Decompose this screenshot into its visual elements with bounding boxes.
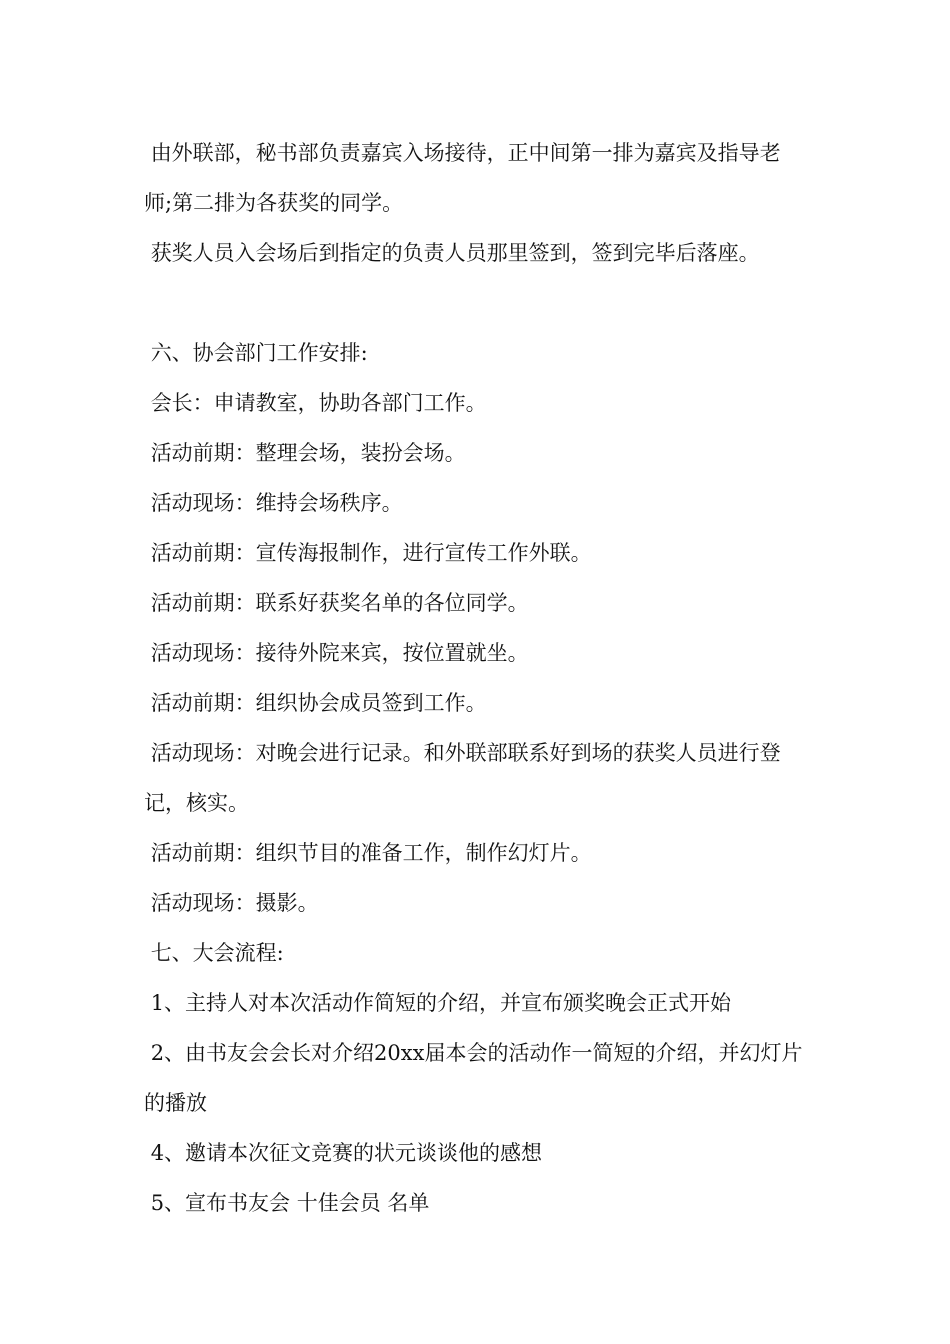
document-body xyxy=(144,128,808,1228)
list-item: 活动前期：宣传海报制作，进行宣传工作外联。 xyxy=(144,541,592,565)
process-step: 4、邀请本次征文竞赛的状元谈谈他的感想 xyxy=(144,1141,543,1165)
list-item: 活动现场：摄影。 xyxy=(144,891,319,915)
process-step: 5、宣布书友会 十佳会员 名单 xyxy=(144,1191,430,1215)
paragraph-sign-in: 获奖人员入会场后到指定的负责人员那里签到，签到完毕后落座。 xyxy=(144,241,760,265)
list-item: 活动现场：接待外院来宾，按位置就坐。 xyxy=(144,641,529,665)
list-item: 活动前期：组织节目的准备工作，制作幻灯片。 xyxy=(144,841,592,865)
list-item: 会长：申请教室，协助各部门工作。 xyxy=(144,391,487,415)
section-heading-department-arrangement: 六、协会部门工作安排: xyxy=(144,341,368,365)
list-item: 活动现场：维持会场秩序。 xyxy=(144,491,403,515)
list-item: 活动前期：整理会场，装扮会场。 xyxy=(144,441,466,465)
list-item: 活动前期：联系好获奖名单的各位同学。 xyxy=(144,591,529,615)
paragraph-reception: 由外联部，秘书部负责嘉宾入场接待，正中间第一排为嘉宾及指导老师;第二排为各获奖的同学。 xyxy=(144,141,781,215)
process-step: 2、由书友会会长对介绍20xx届本会的活动作一简短的介绍，并幻灯片的播放 xyxy=(144,1041,803,1115)
list-item: 活动前期：组织协会成员签到工作。 xyxy=(144,691,487,715)
paragraph-spacer xyxy=(144,278,808,328)
section-heading-meeting-process: 七、大会流程: xyxy=(144,941,284,965)
list-item: 活动现场：对晚会进行记录。和外联部联系好到场的获奖人员进行登记，核实。 xyxy=(144,741,781,815)
process-step: 1、主持人对本次活动作简短的介绍，并宣布颁奖晚会正式开始 xyxy=(144,991,732,1015)
